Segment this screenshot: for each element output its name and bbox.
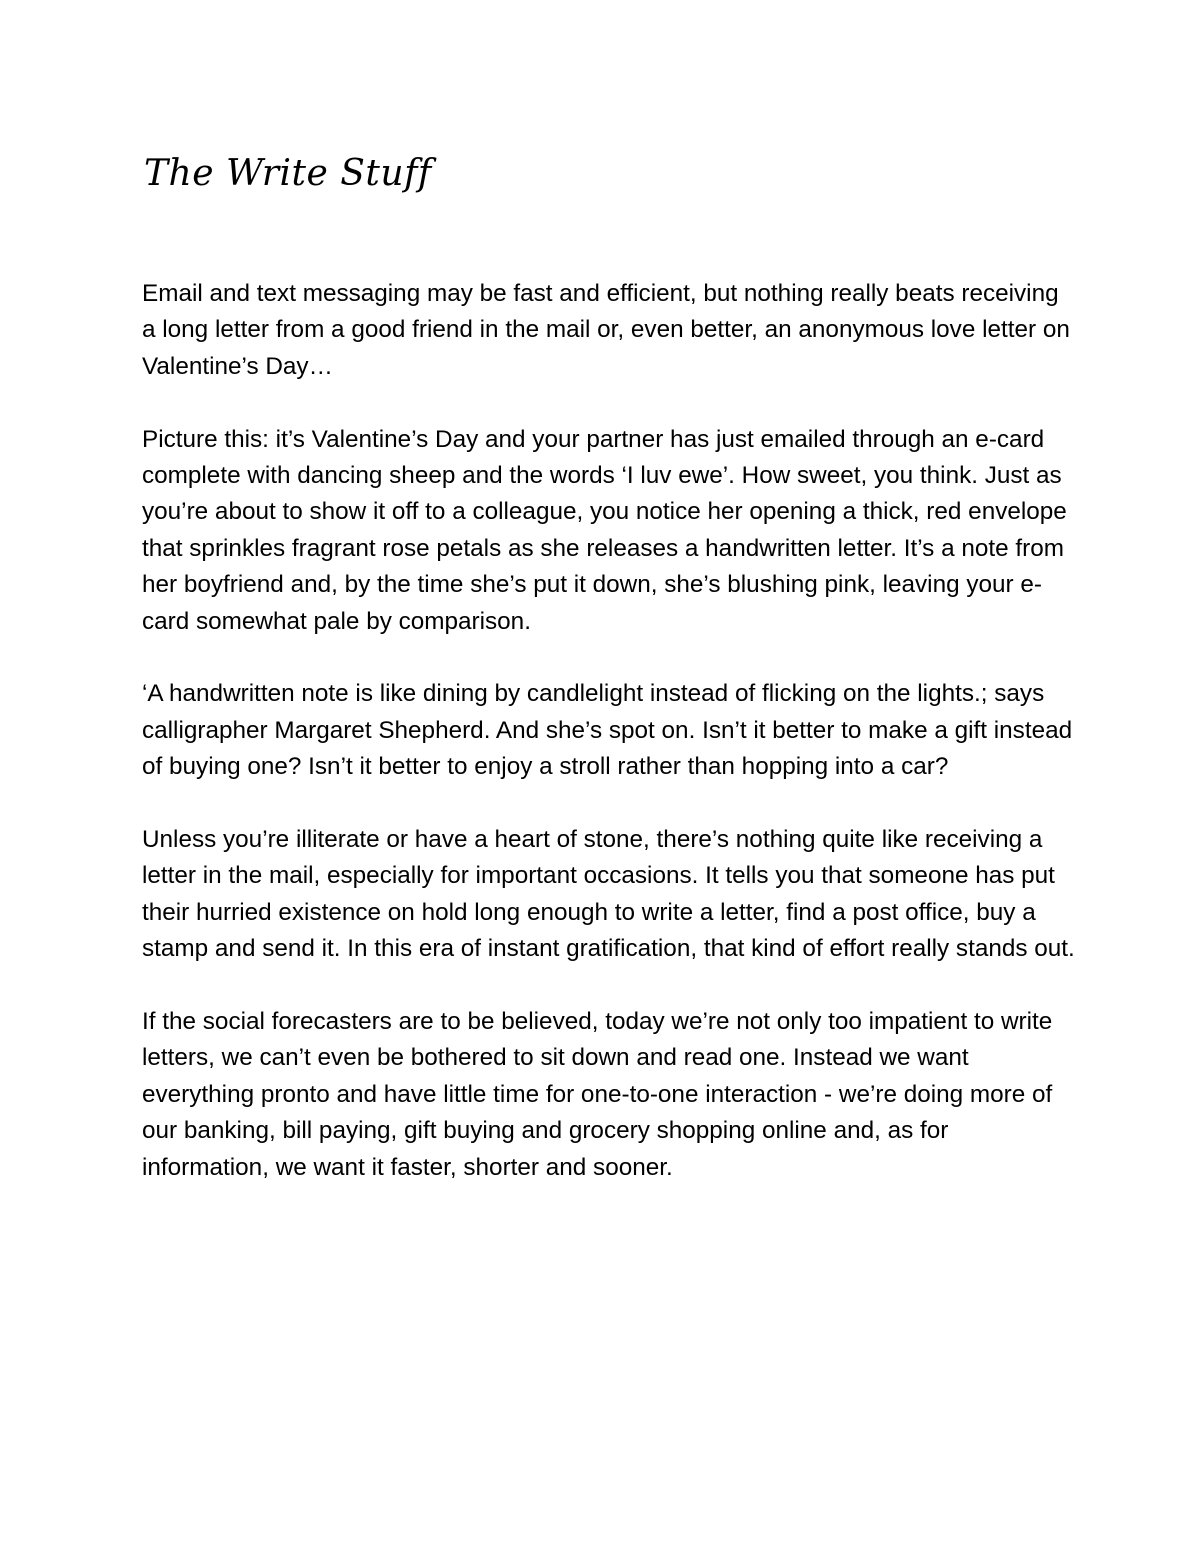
paragraph: Unless you’re illiterate or have a heart of stone, there’s nothing quite like receiving a letter in the mail, especially for important occasions. It tells you that someone has put their hurried existence on hold long enough to write a letter, find a post office, buy a stamp and send it. In this era of instant gratification, that kind of effort really stands out.	[142, 826, 1075, 963]
document-title: The Write Stuff	[144, 153, 432, 194]
paragraph: ‘A handwritten note is like dining by candlelight instead of flicking on the lights.; says calligrapher Margaret Shepherd. And she’s spot on. Isn’t it better to make a gift instead of buying one? Isn’t it better to enjoy a stroll rather than hopping into a car?	[142, 680, 1073, 781]
paragraph: If the social forecasters are to be believed, today we’re not only too impatient to write letters, we can’t even be bothered to sit down and read one. Instead we want everything pronto and have little time for one-to-one interaction - we’re doing more of our banking, bill paying, gift buying and grocery shopping online and, as for information, we want it faster, shorter and sooner.	[142, 1008, 1053, 1181]
paragraph: Picture this: it’s Valentine’s Day and your partner has just emailed through an e-card complete with dancing sheep and the words ‘I luv ewe’. How sweet, you think. Just as you’re about to show it off to a colleague, you notice her opening a thick, red envelope that sprinkles fragrant rose petals as she releases a handwritten letter. It’s a note from her boyfriend and, by the time she’s put it down, she’s blushing pink, leaving your e-card somewhat pale by comparison.	[142, 425, 1067, 635]
paragraph: Email and text messaging may be fast and efficient, but nothing really beats receiving a long letter from a good friend in the mail or, even better, an anonymous love letter on Valentine’s Day…	[142, 280, 1070, 380]
document-body	[142, 276, 1077, 1222]
